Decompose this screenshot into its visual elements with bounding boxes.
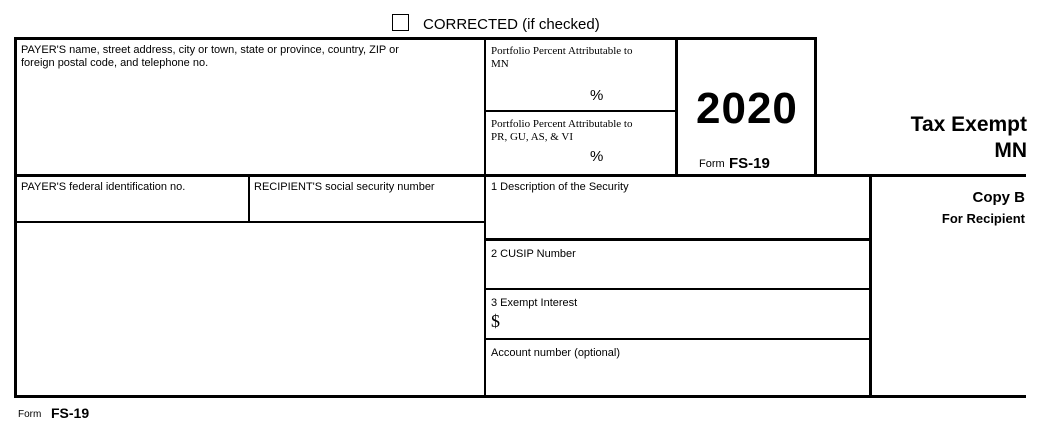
- portfolio-territories-field[interactable]: [488, 145, 584, 173]
- copy-column-border: [869, 176, 872, 398]
- recipient-address-field[interactable]: [18, 225, 482, 393]
- left-border: [14, 37, 17, 398]
- payer-federal-id-field[interactable]: [18, 195, 246, 219]
- recipient-ssn-label: RECIPIENT'S social security number: [254, 181, 435, 193]
- portfolio-mn-field[interactable]: [488, 72, 584, 108]
- footer-form-word: Form: [18, 409, 42, 420]
- payer-right-border: [484, 37, 486, 398]
- corrected-checkbox[interactable]: [392, 14, 409, 31]
- bottom-border: [14, 395, 1026, 398]
- box2-field[interactable]: [488, 262, 866, 286]
- box2-bottom: [484, 288, 871, 290]
- portfolio-territories-label-line2: PR, GU, AS, & VI: [491, 131, 574, 143]
- fedid-ssn-divider: [248, 176, 250, 222]
- id-row-bottom: [14, 221, 486, 223]
- portfolio-mn-label-line2: MN: [491, 58, 509, 70]
- form-name: FS-19: [729, 155, 770, 172]
- for-recipient-label: For Recipient: [941, 211, 1025, 226]
- top-border: [14, 37, 816, 40]
- footer-form-name: FS-19: [51, 405, 90, 421]
- payer-name-label-line2: foreign postal code, and telephone no.: [21, 57, 209, 69]
- portfolio-right-border: [675, 37, 678, 176]
- form-title-line1: Tax Exempt: [910, 113, 1027, 136]
- box1-bottom: [484, 238, 871, 241]
- tax-year: 2020: [696, 84, 798, 133]
- payer-name-label-line1: PAYER'S name, street address, city or town, state or province, country, ZIP or: [21, 44, 399, 56]
- portfolio-divider: [484, 110, 677, 112]
- box1-label: 1 Description of the Security: [491, 181, 629, 193]
- box2-label: 2 CUSIP Number: [491, 248, 576, 260]
- box3-bottom: [484, 338, 871, 340]
- copy-label: Copy B: [972, 189, 1025, 206]
- year-right-border: [814, 37, 817, 176]
- payer-name-field[interactable]: [18, 72, 482, 172]
- box1-field[interactable]: [488, 195, 866, 236]
- box3-field[interactable]: [506, 311, 866, 336]
- form-title-line2: MN: [994, 139, 1027, 162]
- portfolio-mn-label-line1: Portfolio Percent Attributable to: [491, 45, 633, 57]
- recipient-ssn-field[interactable]: [252, 195, 482, 219]
- account-number-label: Account number (optional): [491, 347, 621, 359]
- portfolio-territories-label-line1: Portfolio Percent Attributable to: [491, 118, 633, 130]
- portfolio-territories-percent-symbol: %: [590, 148, 604, 165]
- upper-section-bottom: [14, 174, 1026, 177]
- payer-federal-id-label: PAYER'S federal identification no.: [21, 181, 186, 193]
- portfolio-mn-percent-symbol: %: [590, 87, 604, 104]
- form-word: Form: [699, 158, 725, 170]
- box3-dollar-symbol: $: [491, 311, 500, 331]
- box3-label: 3 Exempt Interest: [491, 297, 578, 309]
- account-number-field[interactable]: [488, 361, 866, 393]
- corrected-label: CORRECTED (if checked): [423, 16, 600, 33]
